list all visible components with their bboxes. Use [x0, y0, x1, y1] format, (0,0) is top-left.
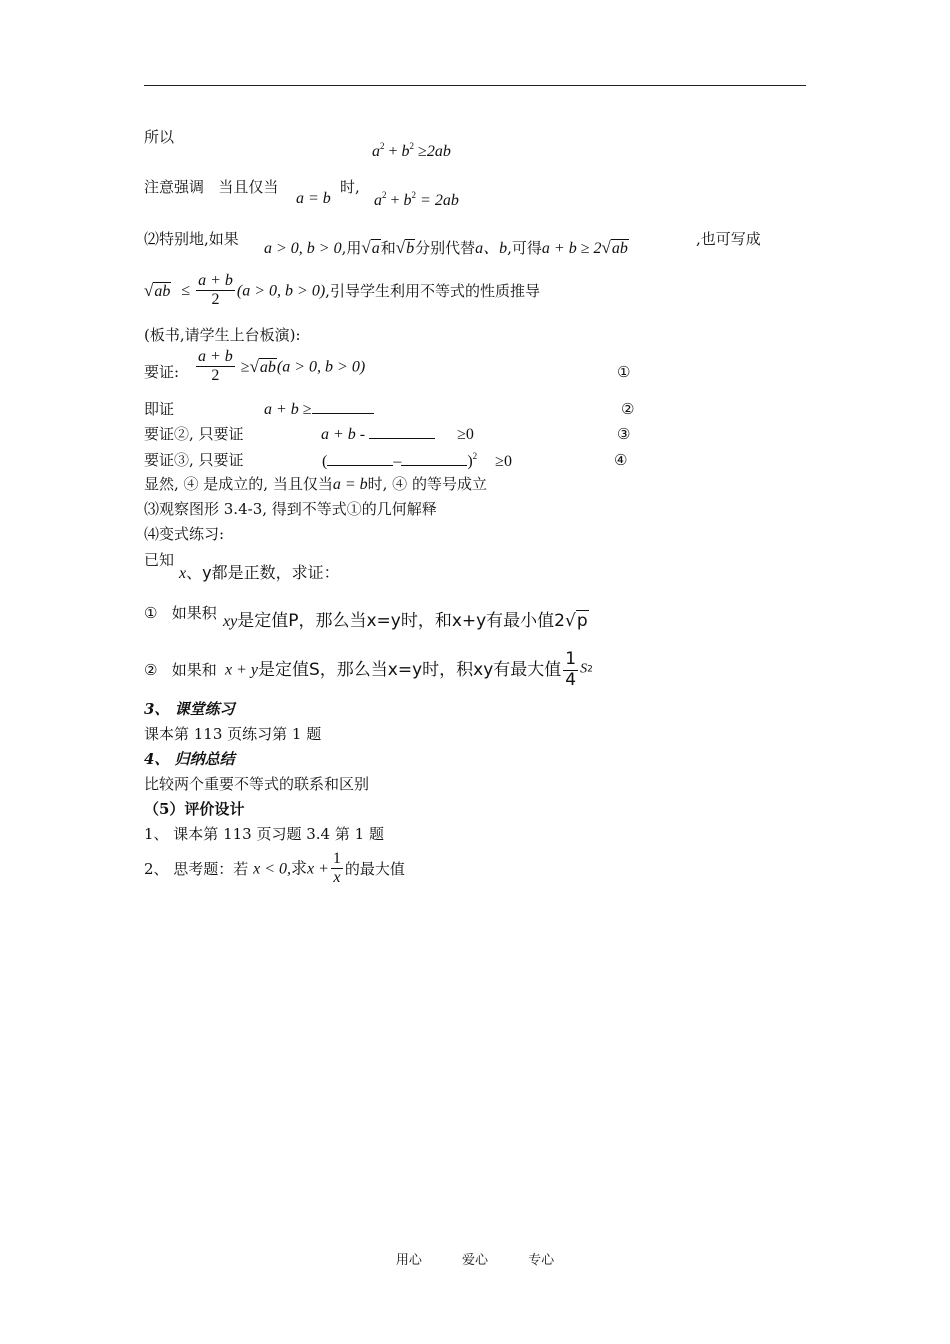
footer-item: 用心 [395, 1253, 422, 1268]
therefore-label: 所以 [144, 128, 175, 146]
section-3-text: 课本第 113 页练习第 1 题 [144, 725, 322, 743]
special-case-math: a > 0, b > 0,用√a和√b分别代替a、b,可得a + b ≥ 2√ab [264, 238, 628, 257]
board-note: (板书,请学生上台板演): [144, 326, 301, 344]
item-1: ① 如果积 [144, 604, 217, 622]
mark-1: ① [617, 363, 631, 381]
mark-3: ③ [617, 425, 631, 443]
known-label: 已知 [144, 551, 175, 569]
header-rule [144, 85, 806, 86]
proof-expr-3: a + b - ≥0 [321, 426, 474, 443]
section-5-q1: 1、 课本第 113 页习题 3.4 第 1 题 [144, 825, 384, 843]
proof-expr-1: $\frac{a + b}{2}$ ≥√ab(a > 0, b > 0) [198, 348, 366, 385]
variant-practice-line: ⑷变式练习: [144, 525, 225, 543]
proof-expr-2: a + b ≥ [264, 400, 374, 419]
proof-expr-4: ( – )$^2$ ≥0 [322, 451, 512, 470]
proof-label-4: 要证③, 只要证 [144, 451, 244, 469]
when-label: 时, [340, 178, 360, 196]
emphasis-line: 注意强调 当且仅当 [144, 178, 279, 196]
section-5-title: （5）评价设计 [144, 800, 245, 818]
mark-2: ② [621, 400, 635, 418]
section-5-q2: 2、 思考题：若 x < 0,求x + $\frac{1}{x}$ 的最大值 [144, 850, 405, 887]
proof-label-1: 要证: [144, 363, 180, 381]
section-4-text: 比较两个重要不等式的联系和区别 [144, 775, 370, 793]
special-case-line: ⑵特别地,如果 [144, 230, 239, 248]
item-2-math: x + y是定值S，那么当x=y时，积xy有最大值 $\frac{1}{4}$ S2 [225, 649, 593, 690]
mean-inequality: √ab ≤ $\frac{a + b}{2}$ (a > 0, b > 0),引导学生利用不等式的性质推导 [144, 272, 540, 309]
also-written-label: ,也可写成 [696, 230, 761, 248]
condition-a-eq-b: a = b [296, 190, 331, 207]
inequality-1: $a^2 + b^2 \ge 2ab$ [372, 141, 451, 160]
item-2: ② 如果和 [144, 661, 217, 679]
obvious-line: 显然, ④ 是成立的, 当且仅当a = b时, ④ 的等号成立 [144, 475, 487, 493]
known-text: x、y都是正数，求证： [179, 563, 340, 582]
proof-label-3: 要证②, 只要证 [144, 425, 244, 443]
equality-1: $a^2 + b^2 = 2ab$ [374, 190, 459, 209]
section-4-title: 4、 归纳总结 [144, 750, 235, 768]
mark-4: ④ [614, 451, 628, 469]
footer [0, 1249, 950, 1268]
observe-figure-line: ⑶观察图形 3.4-3, 得到不等式①的几何解释 [144, 500, 437, 518]
section-3-title: 3、 课堂练习 [144, 700, 235, 718]
proof-label-2: 即证 [144, 400, 175, 418]
item-1-math: xy是定值P，那么当x=y时，和x+y有最小值2√p [223, 611, 588, 631]
footer-item: 爱心 [461, 1253, 488, 1268]
footer-item: 专心 [528, 1253, 555, 1268]
